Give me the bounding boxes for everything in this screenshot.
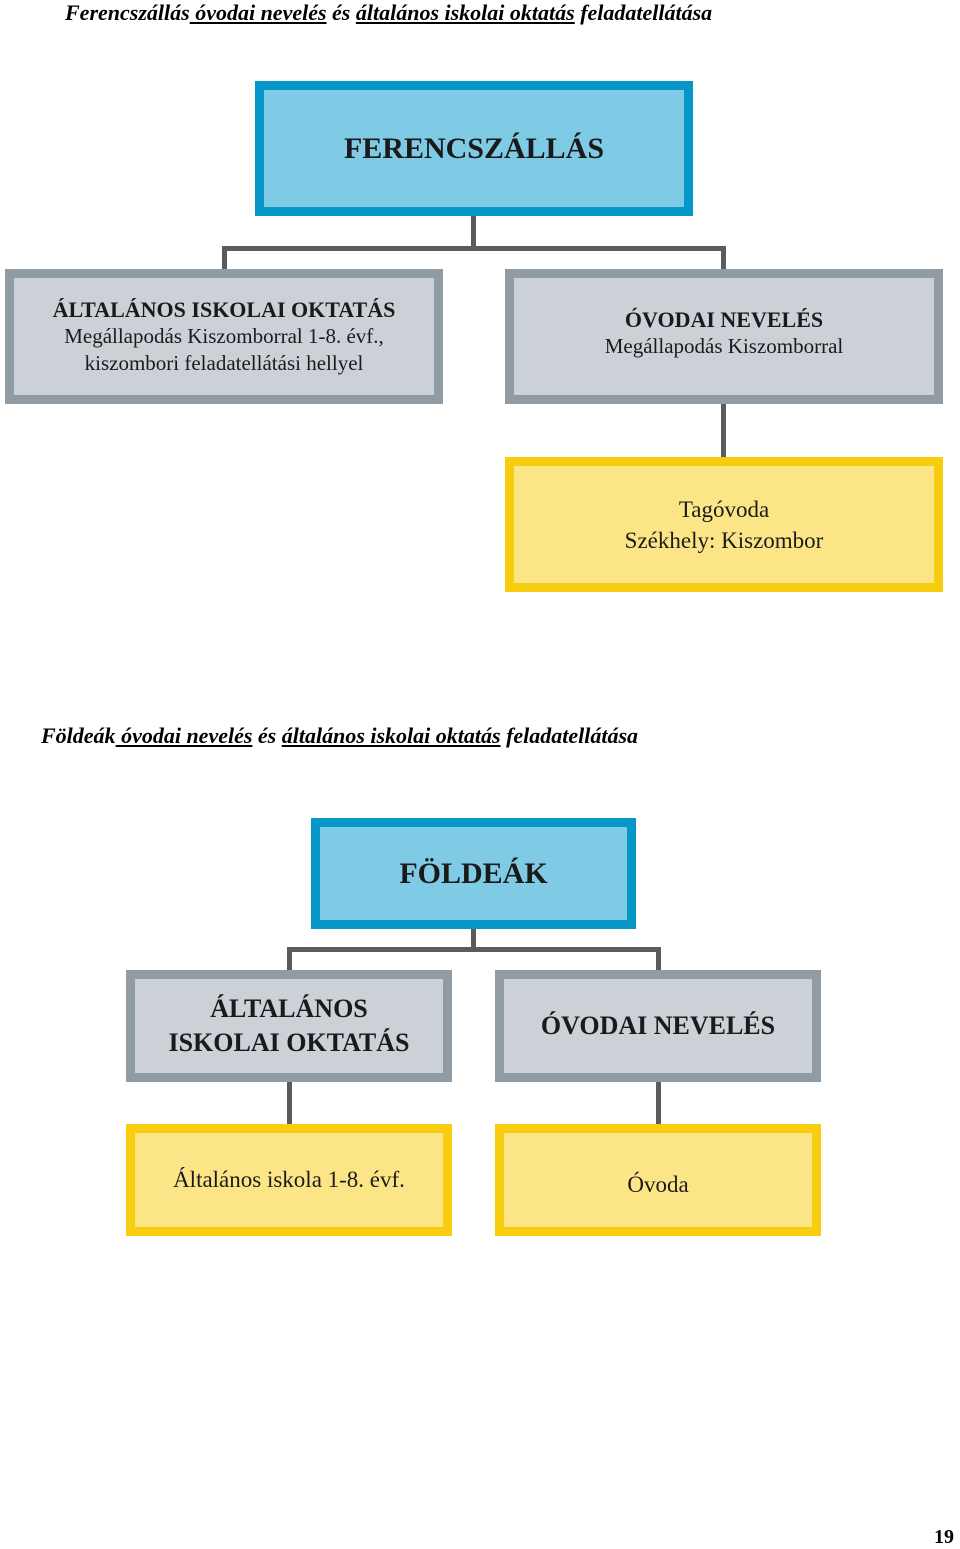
heading-place: Ferencszállás xyxy=(65,0,190,25)
connector xyxy=(721,404,726,458)
node-tagovoda xyxy=(505,457,943,592)
node-ovoda xyxy=(495,1124,821,1236)
connector xyxy=(656,947,661,971)
node-detail: Megállapodás Kiszomborral 1-8. évf., xyxy=(64,324,384,348)
heading-part-iskolai: általános iskolai oktatás xyxy=(355,0,575,25)
connector xyxy=(721,246,726,270)
node-altalanos-iskolai-oktatas xyxy=(126,970,452,1082)
connector xyxy=(471,216,476,249)
node-detail: kiszombori feladatellátási hellyel xyxy=(84,351,364,375)
section2-heading xyxy=(41,723,638,749)
heading-part-feladat: feladatellátása xyxy=(500,723,639,748)
node-detail: Székhely: Kiszombor xyxy=(624,527,824,553)
connector xyxy=(222,246,726,251)
node-title: ÓVODAI NEVELÉS xyxy=(624,307,824,332)
node-title: ISKOLAI OKTATÁS xyxy=(168,1028,410,1057)
root-node-ferencszallas xyxy=(255,81,693,216)
node-detail: Megállapodás Kiszomborral xyxy=(604,334,844,358)
connector xyxy=(222,246,227,270)
heading-part-ovodai: óvodai nevelés xyxy=(189,0,327,25)
node-detail: Tagóvoda xyxy=(678,496,770,522)
node-altalanos-iskola xyxy=(126,1124,452,1236)
node-title: ÁLTALÁNOS ISKOLAI OKTATÁS xyxy=(52,297,396,322)
connector xyxy=(287,947,661,952)
heading-part-feladat: feladatellátása xyxy=(574,0,713,25)
root-node-label: FÖLDEÁK xyxy=(399,856,548,890)
node-detail: Általános iskola 1-8. évf. xyxy=(173,1167,405,1192)
heading-part-iskolai: általános iskolai oktatás xyxy=(281,723,501,748)
node-altalanos-iskolai-oktatas xyxy=(5,269,443,404)
root-node-foldeak xyxy=(311,818,636,929)
node-detail: Óvoda xyxy=(627,1172,689,1197)
node-title: ÁLTALÁNOS xyxy=(210,994,368,1023)
heading-place: Földeák xyxy=(41,723,116,748)
connector xyxy=(656,1082,661,1125)
heading-part-es: és xyxy=(252,723,282,748)
node-title: ÓVODAI NEVELÉS xyxy=(540,1011,776,1040)
page-number: 19 xyxy=(934,1526,954,1548)
heading-part-ovodai: óvodai nevelés xyxy=(115,723,253,748)
root-node-label: FERENCSZÁLLÁS xyxy=(343,131,605,165)
heading-part-es: és xyxy=(326,0,356,25)
connector xyxy=(287,947,292,971)
section1-heading xyxy=(65,0,712,26)
node-ovodai-neveles xyxy=(505,269,943,404)
connector xyxy=(287,1082,292,1125)
node-ovodai-neveles xyxy=(495,970,821,1082)
